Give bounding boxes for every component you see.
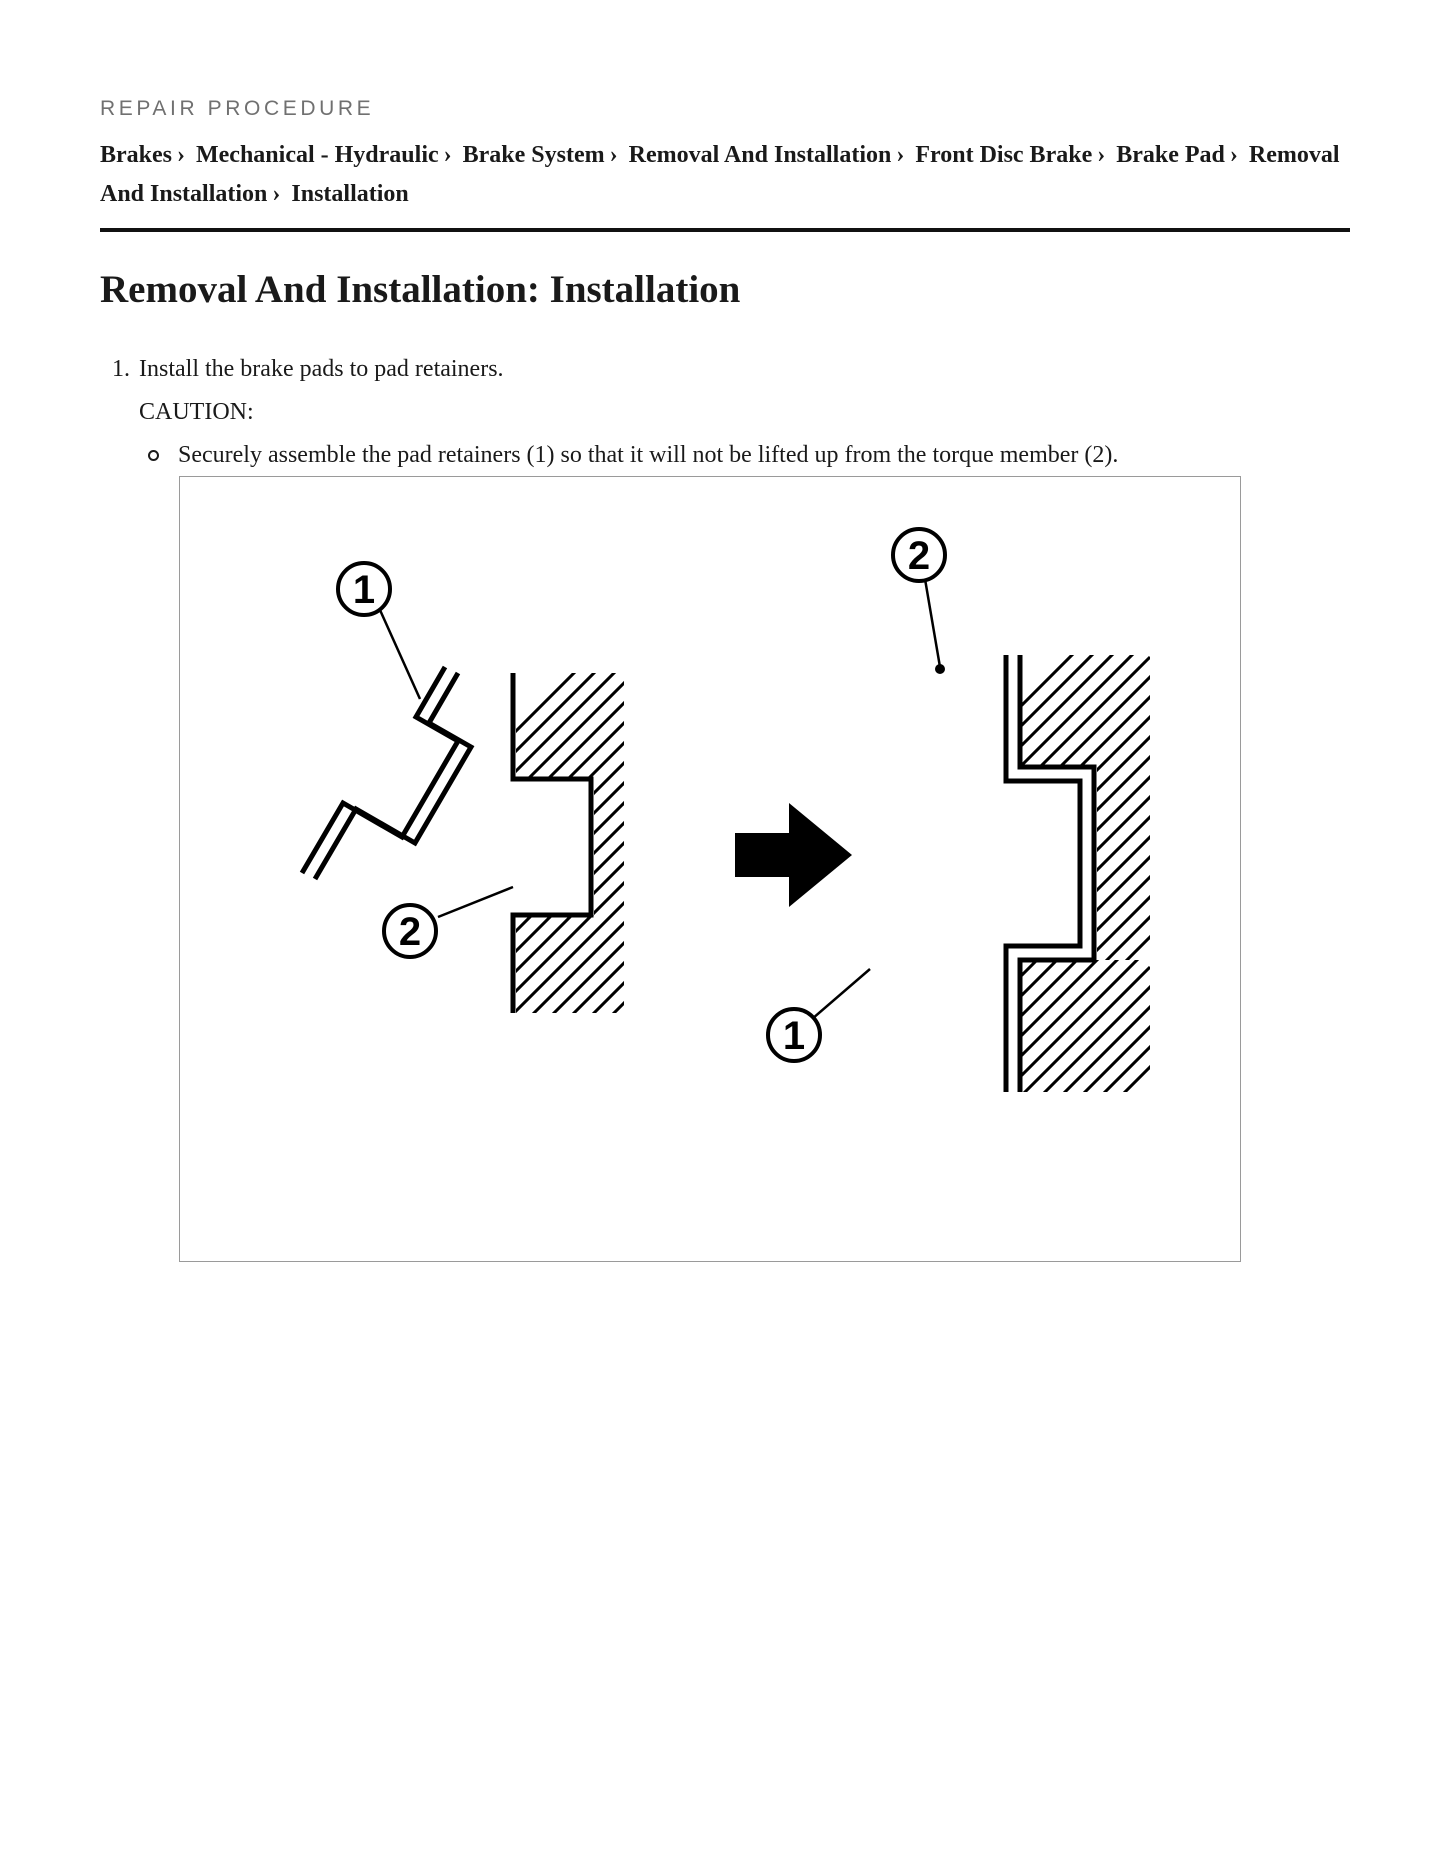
right-callout-2-label: 2 — [907, 534, 931, 578]
right-callout-2-dot — [935, 664, 945, 674]
caution-label: CAUTION: — [139, 399, 254, 425]
left-callout-2-label: 2 — [398, 910, 422, 954]
caution-bullet-text: Securely assemble the pad retainers (1) so that it will not be lifted up from the torque member (2). — [178, 442, 1119, 468]
section-kicker: REPAIR PROCEDURE — [100, 97, 375, 120]
diagram-svg — [180, 477, 1242, 1263]
caution-bullet — [100, 434, 1350, 477]
step-number: 1. — [112, 356, 130, 382]
breadcrumb-separator: › — [272, 181, 281, 207]
procedure-steps — [100, 348, 1350, 477]
breadcrumb-separator: › — [609, 142, 618, 168]
breadcrumb-item-mechanical-hydraulic[interactable]: Mechanical - Hydraulic — [196, 142, 439, 168]
right-torque-member-hatch — [1020, 577, 1242, 1097]
breadcrumb-item-removal-installation[interactable]: Removal And Installation — [628, 142, 892, 168]
breadcrumb-item-removal-installation-2[interactable]: Removal And Installation — [100, 142, 1340, 207]
arrow-right-icon — [735, 803, 852, 907]
breadcrumb-separator: › — [177, 142, 185, 168]
installation-diagram — [179, 476, 1241, 1262]
breadcrumb-item-front-disc-brake[interactable]: Front Disc Brake — [915, 142, 1093, 168]
breadcrumb-item-brake-pad[interactable]: Brake Pad — [1116, 142, 1225, 168]
left-callout-2-leader — [438, 887, 513, 917]
step-item — [100, 348, 1350, 391]
page-title: Removal And Installation: Installation — [100, 268, 741, 311]
left-torque-member-hatch — [510, 617, 730, 1017]
breadcrumb-separator: › — [443, 142, 452, 168]
breadcrumb-separator: › — [1229, 142, 1238, 168]
right-callout-1-label: 1 — [782, 1014, 806, 1058]
bullet-circle-icon — [148, 450, 159, 461]
breadcrumb-separator: › — [1097, 142, 1106, 168]
breadcrumb-separator: › — [896, 142, 905, 168]
left-callout-1-leader — [380, 610, 420, 699]
header-divider — [100, 228, 1350, 232]
right-callout-2-leader — [925, 579, 940, 667]
left-pad-retainer — [302, 667, 471, 879]
breadcrumb — [100, 136, 1360, 214]
right-callout-1-leader — [812, 969, 870, 1019]
repair-header — [100, 94, 1350, 214]
breadcrumb-item-brake-system[interactable]: Brake System — [462, 142, 605, 168]
breadcrumb-item-brakes[interactable]: Brakes — [100, 142, 172, 168]
left-callout-1-label: 1 — [352, 568, 376, 612]
breadcrumb-item-installation[interactable]: Installation — [291, 181, 409, 207]
step-text: Install the brake pads to pad retainers. — [139, 356, 504, 382]
